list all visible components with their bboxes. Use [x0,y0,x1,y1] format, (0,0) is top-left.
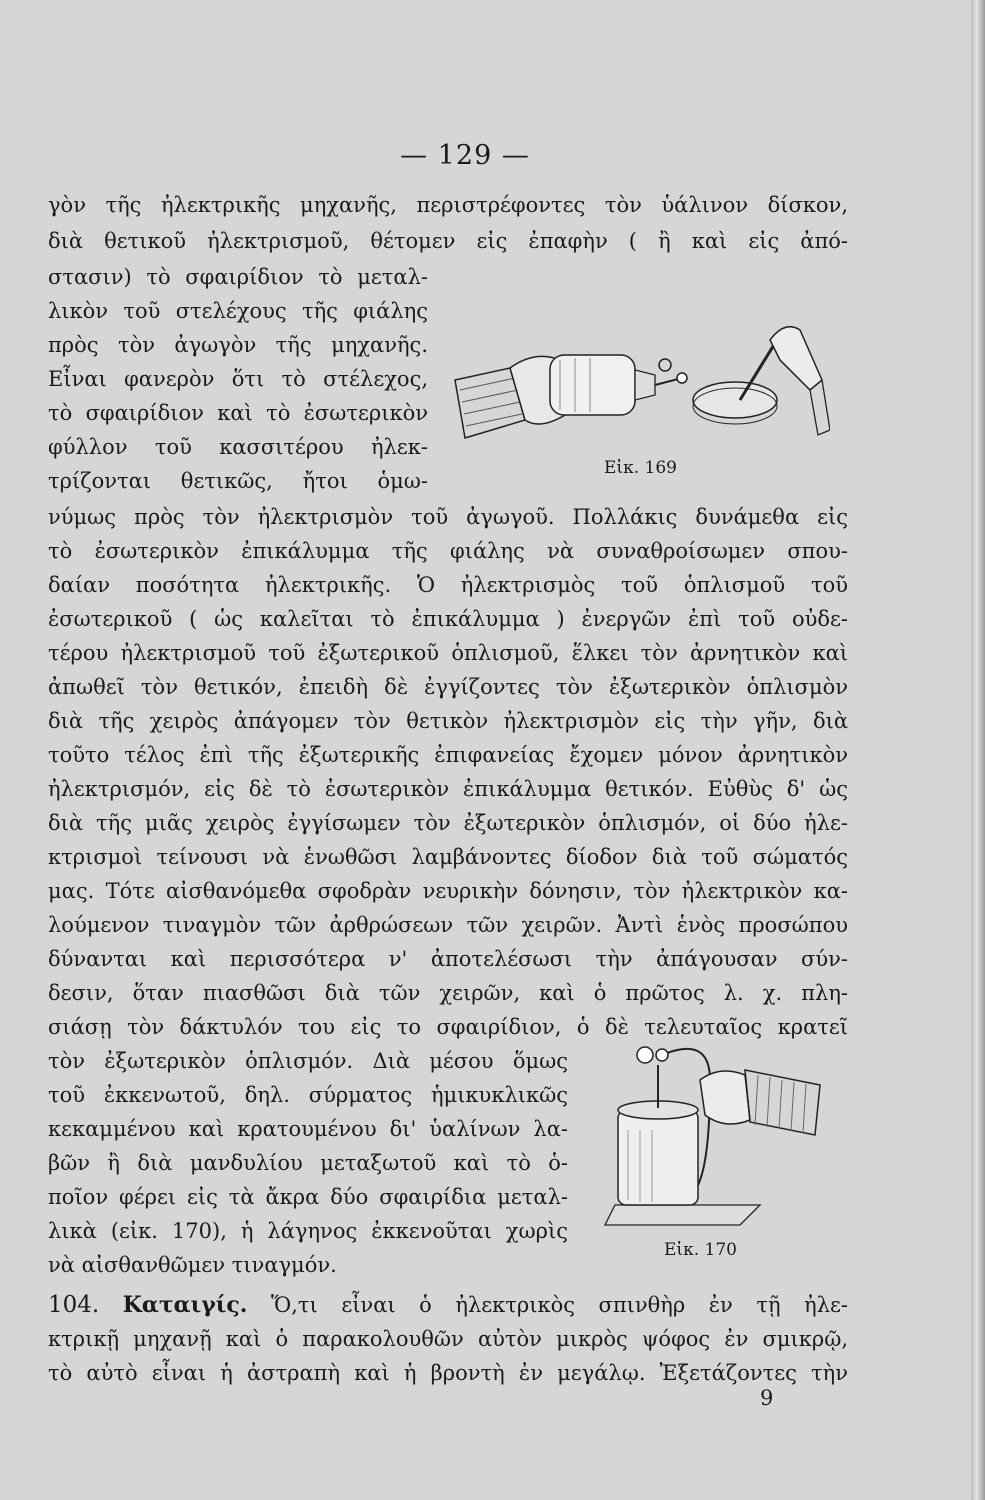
text-line: νύμως πρὸς τὸν ἠλεκτρισμὸν τοῦ ἀγωγοῦ. Πολλάκις δυνάμεθα εἰς [48,505,848,529]
text-line: τέρου ἠλεκτρισμοῦ τοῦ ἐξωτερικοῦ ὁπλισμοῦ, ἕλκει τὸν ἀρνητικὸν καὶ [48,641,848,665]
text-line: στασιν) τὸ σφαιρίδιον τὸ μεταλ- [48,265,428,289]
text-line: φύλλον τοῦ κασσιτέρου ἠλεκ- [48,435,428,459]
figure-caption: Εἰκ. 169 [604,458,677,478]
text-line: κεκαμμένου καὶ κρατουμένου δι' ὑαλίνων λα- [48,1117,568,1141]
leyden-jar-charging-illustration [450,320,830,450]
page-number: — 129 — [400,140,530,171]
text-line: τὸν ἐξωτερικὸν ὁπλισμόν. Διὰ μέσου ὅμως [48,1049,568,1073]
text-line: βῶν ἢ διὰ μανδυλίου μεταξωτοῦ καὶ τὸ ὁ- [48,1151,568,1175]
text-line: γὸν τῆς ἠλεκτρικῆς μηχανῆς, περιστρέφοντες τὸν ὑάλινον δίσκον, [48,193,848,217]
text-line: λούμενον τιναγμὸν τῶν ἀρθρώσεων τῶν χειρῶν. Ἀντὶ ἑνὸς προσώπου [48,913,848,937]
text-line: διὰ τῆς χειρὸς ἀπάγομεν τὸν θετικὸν ἠλεκτρισμὸν εἰς τὴν γῆν, διὰ [48,709,848,733]
text-line: τοῦτο τέλος ἐπὶ τῆς ἐξωτερικῆς ἐπιφανείας ἔχομεν μόνον ἀρνητικὸν [48,743,848,767]
figure-caption: Εἰκ. 170 [664,1240,737,1260]
text-line: δύνανται καὶ περισσότερα ν' ἀποτελέσωσι τὴν ἀπάγουσαν σύν- [48,947,848,971]
leyden-jar-discharger-illustration [600,1040,850,1230]
text-line: δαίαν ποσότητα ἠλεκτρικῆς. Ὁ ἠλεκτρισμὸς τοῦ ὁπλισμοῦ τοῦ [48,573,848,597]
text-line: ἀπωθεῖ τὸν θετικόν, ἐπειδὴ δὲ ἐγγίζοντες τὸν ἐξωτερικὸν ὁπλισμὸν [48,675,848,699]
text-line: τὸ αὐτὸ εἶναι ἡ ἀστραπὴ καὶ ἡ βροντὴ ἐν μεγάλῳ. Ἐξετάζοντες τὴν [48,1361,848,1385]
text-line: λικὰ (εἰκ. 170), ἡ λάγηνος ἐκκενοῦται χωρὶς [48,1219,568,1243]
text-line: κτρισμοὶ τείνουσι νὰ ἑνωθῶσι λαμβάνοντες δίοδον διὰ τοῦ σώματός [48,845,848,869]
text-line: διὰ τῆς μιᾶς χειρὸς ἐγγίσωμεν τὸν ἐξωτερικὸν ὁπλισμόν, οἱ δύο ἠλε- [48,811,848,835]
text-line: ἠλεκτρισμόν, εἰς δὲ τὸ ἐσωτερικὸν ἐπικάλυμμα θετικόν. Εὐθὺς δ' ὡς [48,777,848,801]
section-number: 104. [48,1292,100,1318]
text-line: Εἶναι φανερὸν ὅτι τὸ στέλεχος, [48,367,428,391]
signature-number: 9 [760,1386,774,1410]
text-line: μας. Τότε αἰσθανόμεθα σφοδρὰν νευρικὴν δόνησιν, τὸν ἠλεκτρικὸν κα- [48,879,848,903]
text-line: κτρικῇ μηχανῇ καὶ ὁ παρακολουθῶν αὐτὸν μικρὸς ψόφος ἐν σμικρῷ, [48,1327,848,1351]
text-line: τὸ σφαιρίδιον καὶ τὸ ἐσωτερικὸν [48,401,428,425]
text-line: διὰ θετικοῦ ἠλεκτρισμοῦ, θέτομεν εἰς ἐπαφὴν ( ἢ καὶ εἰς ἀπό- [48,229,848,253]
text-line: τοῦ ἐκκενωτοῦ, δηλ. σύρματος ἡμικυκλικῶς [48,1083,568,1107]
text-line: δεσιν, ὅταν πιασθῶσι διὰ τῶν χειρῶν, καὶ ὁ πρῶτος λ. χ. πλη- [48,981,848,1005]
text-line: νὰ αἰσθανθῶμεν τιναγμόν. [48,1253,337,1277]
section-title: Καταιγίς. [122,1292,248,1318]
book-edge [971,0,985,1500]
text-line: τρίζονται θετικῶς, ἤτοι ὁμω- [48,469,428,493]
text-line: ποῖον φέρει εἰς τὰ ἄκρα δύο σφαιρίδια μεταλ- [48,1185,568,1209]
text-line: πρὸς τὸν ἀγωγὸν τῆς μηχανῆς. [48,333,428,357]
section-first-line: Ὅ,τι εἶναι ὁ ἠλεκτρικὸς σπινθὴρ ἐν τῇ ἠλε- [271,1293,848,1317]
text-line: τὸ ἐσωτερικὸν ἐπικάλυμμα τῆς φιάλης νὰ συναθροίσωμεν σπου- [48,539,848,563]
text-line: σιάσῃ τὸν δάκτυλόν του εἰς το σφαιρίδιον, ὁ δὲ τελευταῖος κρατεῖ [48,1015,848,1039]
section-heading-line [48,1290,848,1320]
text-line: λικὸν τοῦ στελέχους τῆς φιάλης [48,299,428,323]
text-line: ἐσωτερικοῦ ( ὡς καλεῖται τὸ ἐπικάλυμμα ) ἐνεργῶν ἐπὶ τοῦ οὐδε- [48,607,848,631]
